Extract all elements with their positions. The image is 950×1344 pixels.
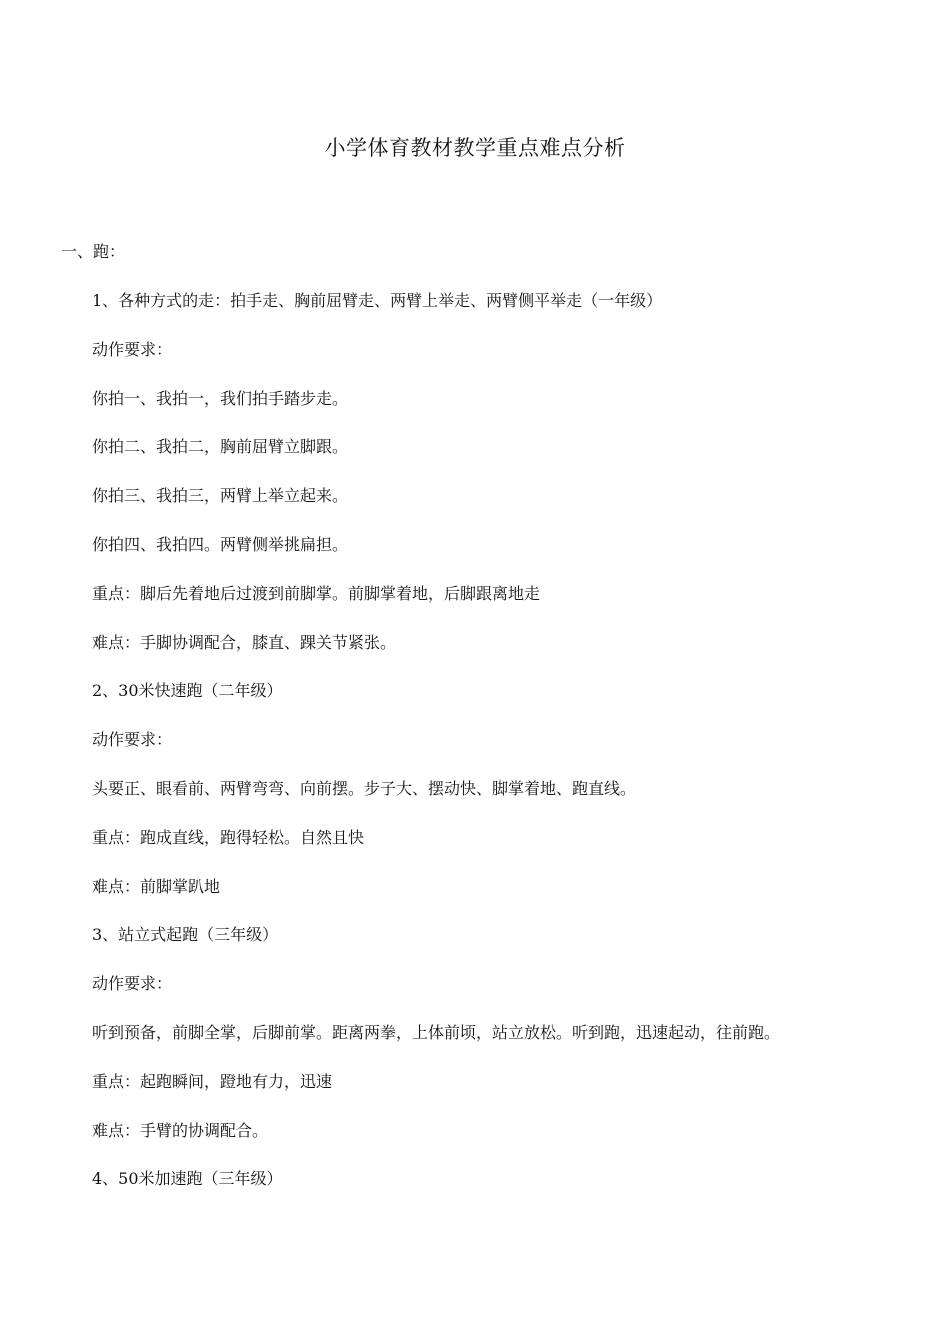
page-title: 小学体育教材教学重点难点分析 <box>324 136 626 160</box>
paragraph-line: 你拍一、我拍一，我们拍手踏步走。 <box>92 388 349 408</box>
paragraph-line: 你拍四、我拍四。两臂侧举挑扁担。 <box>92 534 349 554</box>
paragraph-line: 听到预备，前脚全掌，后脚前掌。距离两拳，上体前顷，站立放松。听到跑，迅速起动，往前跑。 <box>92 1022 781 1042</box>
paragraph-line: 1、各种方式的走：拍手走、胸前屈臂走、两臂上举走、两臂侧平举走（一年级） <box>92 291 663 310</box>
paragraph-line: 难点：手臂的协调配合。 <box>92 1120 269 1140</box>
paragraph-list <box>92 289 932 1216</box>
paragraph-line: 动作要求： <box>92 730 173 750</box>
paragraph-line: 动作要求： <box>92 974 173 994</box>
paragraph-line: 难点：前脚掌趴地 <box>92 876 221 896</box>
paragraph-line: 重点：起跑瞬间，蹬地有力，迅速 <box>92 1071 333 1091</box>
paragraph-line: 2、30米快速跑（二年级） <box>92 681 283 701</box>
paragraph-line: 重点：跑成直线，跑得轻松。自然且快 <box>92 827 365 847</box>
paragraph-line: 3、站立式起跑（三年级） <box>92 925 279 945</box>
paragraph-line: 难点：手脚协调配合，膝直、踝关节紧张。 <box>92 632 397 652</box>
paragraph-line: 你拍二、我拍二，胸前屈臂立脚跟。 <box>92 437 349 457</box>
paragraph-line: 重点：脚后先着地后过渡到前脚掌。前脚掌着地，后脚跟离地走 <box>92 583 541 603</box>
paragraph-line: 动作要求： <box>92 339 173 359</box>
paragraph-line: 你拍三、我拍三，两臂上举立起来。 <box>92 486 349 506</box>
paragraph-line: 头要正、眼看前、两臂弯弯、向前摆。步子大、摆动快、脚掌着地、跑直线。 <box>92 778 637 798</box>
paragraph-line: 4、50米加速跑（三年级） <box>92 1169 283 1189</box>
section-heading: 一、跑： <box>61 242 126 261</box>
